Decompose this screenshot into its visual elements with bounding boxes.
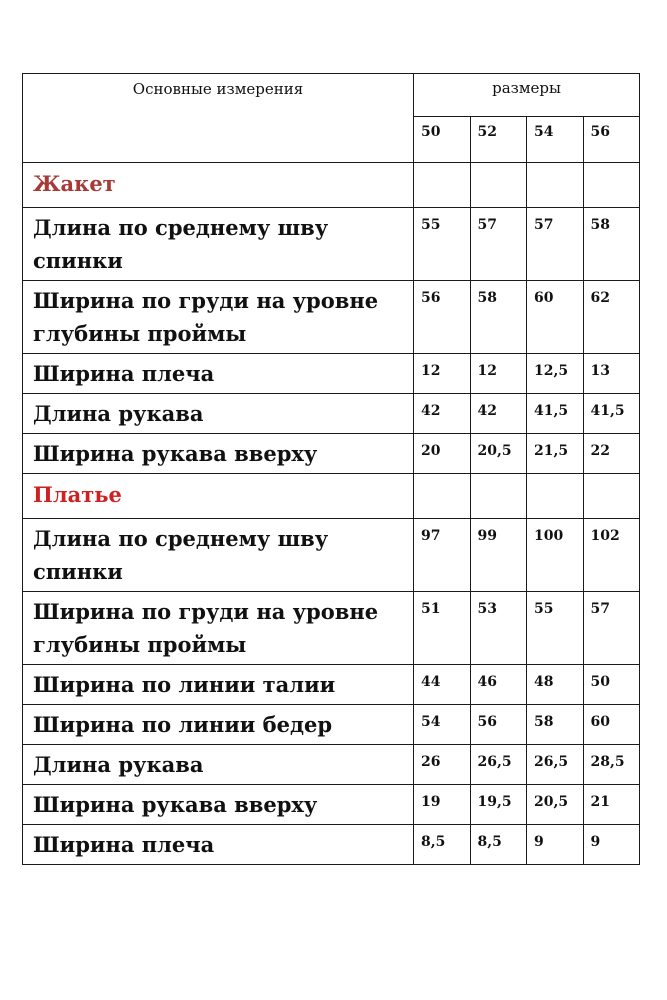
size-52: 52: [470, 117, 527, 163]
table-row: [23, 745, 640, 785]
table-row: [23, 665, 640, 705]
empty-cell: [414, 163, 471, 208]
value-cell: 54: [414, 705, 471, 745]
value-cell: 9: [583, 825, 640, 865]
table-row: [23, 825, 640, 865]
value-cell: 99: [470, 519, 527, 592]
value-cell: 53: [470, 592, 527, 665]
table-row: [23, 354, 640, 394]
size-54: 54: [527, 117, 584, 163]
value-cell: 8,5: [414, 825, 471, 865]
value-cell: 26,5: [527, 745, 584, 785]
table-row: [23, 281, 640, 354]
value-cell: 19,5: [470, 785, 527, 825]
table-row: [23, 705, 640, 745]
value-cell: 57: [583, 592, 640, 665]
empty-cell: [470, 474, 527, 519]
measurement-label: Длина по среднему шву спинки: [23, 208, 414, 281]
table-row: [23, 592, 640, 665]
value-cell: 51: [414, 592, 471, 665]
value-cell: 62: [583, 281, 640, 354]
value-cell: 21,5: [527, 434, 584, 474]
value-cell: 22: [583, 434, 640, 474]
measurement-label: Ширина рукава вверху: [23, 785, 414, 825]
section-row-jacket: [23, 163, 640, 208]
value-cell: 55: [414, 208, 471, 281]
size-chart-table: [22, 73, 640, 865]
value-cell: 42: [414, 394, 471, 434]
value-cell: 46: [470, 665, 527, 705]
measurement-label: Длина рукава: [23, 394, 414, 434]
size-50: 50: [414, 117, 471, 163]
value-cell: 8,5: [470, 825, 527, 865]
value-cell: 20,5: [470, 434, 527, 474]
table-row: [23, 394, 640, 434]
section-row-dress: [23, 474, 640, 519]
value-cell: 20,5: [527, 785, 584, 825]
table-row: [23, 434, 640, 474]
value-cell: 56: [414, 281, 471, 354]
value-cell: 41,5: [583, 394, 640, 434]
value-cell: 12: [414, 354, 471, 394]
value-cell: 20: [414, 434, 471, 474]
empty-cell: [527, 163, 584, 208]
value-cell: 26: [414, 745, 471, 785]
value-cell: 97: [414, 519, 471, 592]
value-cell: 42: [470, 394, 527, 434]
section-title-jacket: Жакет: [23, 163, 414, 208]
value-cell: 57: [470, 208, 527, 281]
value-cell: 100: [527, 519, 584, 592]
measurements-header: Основные измерения: [23, 74, 414, 163]
value-cell: 58: [470, 281, 527, 354]
value-cell: 41,5: [527, 394, 584, 434]
value-cell: 21: [583, 785, 640, 825]
measurement-label: Ширина рукава вверху: [23, 434, 414, 474]
measurement-label: Ширина по груди на уровне глубины проймы: [23, 592, 414, 665]
value-cell: 13: [583, 354, 640, 394]
empty-cell: [583, 474, 640, 519]
empty-cell: [583, 163, 640, 208]
value-cell: 50: [583, 665, 640, 705]
value-cell: 9: [527, 825, 584, 865]
value-cell: 58: [583, 208, 640, 281]
value-cell: 102: [583, 519, 640, 592]
value-cell: 28,5: [583, 745, 640, 785]
value-cell: 58: [527, 705, 584, 745]
table-row: [23, 519, 640, 592]
measurement-label: Ширина по линии бедер: [23, 705, 414, 745]
value-cell: 12: [470, 354, 527, 394]
measurement-label: Длина рукава: [23, 745, 414, 785]
measurement-label: Ширина по груди на уровне глубины проймы: [23, 281, 414, 354]
table-row: [23, 785, 640, 825]
section-title-dress: Платье: [23, 474, 414, 519]
sizes-header: размеры: [414, 74, 640, 117]
value-cell: 48: [527, 665, 584, 705]
value-cell: 56: [470, 705, 527, 745]
measurement-label: Ширина плеча: [23, 825, 414, 865]
value-cell: 57: [527, 208, 584, 281]
empty-cell: [527, 474, 584, 519]
value-cell: 12,5: [527, 354, 584, 394]
value-cell: 60: [583, 705, 640, 745]
value-cell: 55: [527, 592, 584, 665]
value-cell: 19: [414, 785, 471, 825]
measurement-label: Ширина плеча: [23, 354, 414, 394]
measurement-label: Длина по среднему шву спинки: [23, 519, 414, 592]
measurement-label: Ширина по линии талии: [23, 665, 414, 705]
empty-cell: [414, 474, 471, 519]
header-row: [23, 74, 640, 117]
value-cell: 60: [527, 281, 584, 354]
value-cell: 44: [414, 665, 471, 705]
size-56: 56: [583, 117, 640, 163]
value-cell: 26,5: [470, 745, 527, 785]
table-row: [23, 208, 640, 281]
empty-cell: [470, 163, 527, 208]
